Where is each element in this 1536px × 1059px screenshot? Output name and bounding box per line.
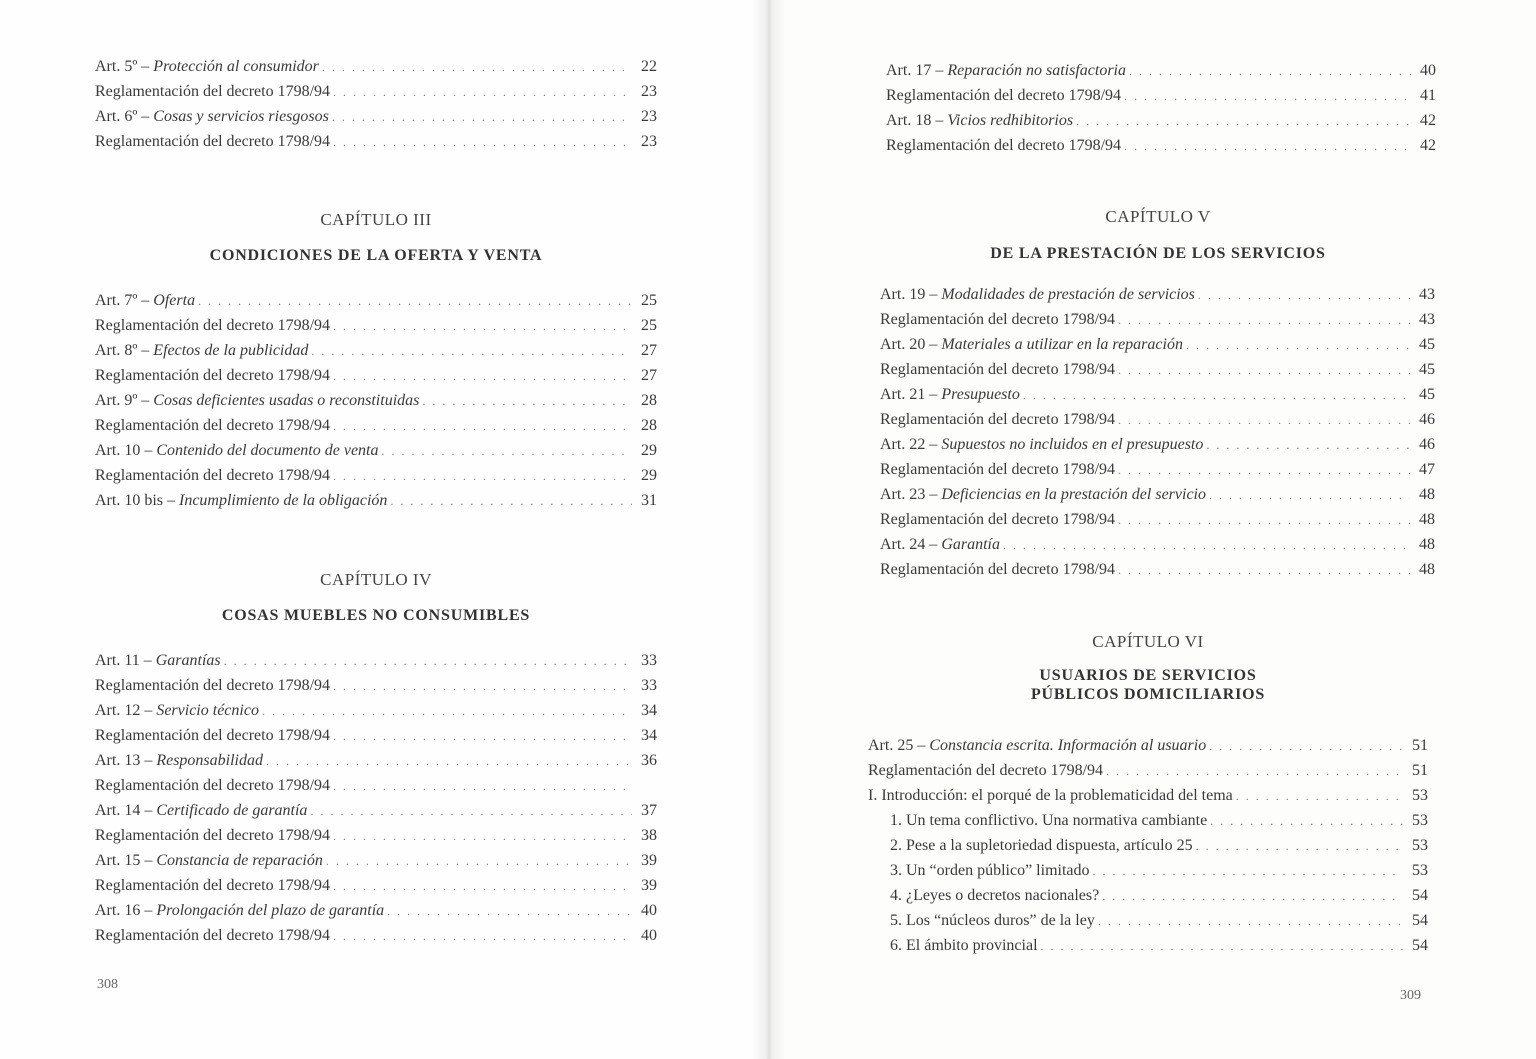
toc-entry-page: 28 xyxy=(641,417,657,434)
toc-entry xyxy=(868,837,1428,862)
toc-entry-label xyxy=(95,342,308,360)
toc-entry-page: 43 xyxy=(1419,311,1435,328)
toc-entry-page: 23 xyxy=(641,83,657,100)
toc-entry-prefix: Art. 6º – xyxy=(95,108,150,125)
toc-entry xyxy=(95,417,657,442)
dot-leader xyxy=(1210,814,1403,829)
toc-entry-prefix: Reglamentación del decreto 1798/94 xyxy=(868,762,1104,779)
toc-entry xyxy=(880,386,1435,411)
toc-entry-title: Incumplimiento de la obligación xyxy=(179,492,388,509)
toc-entry xyxy=(95,702,657,727)
toc-entry-label xyxy=(880,336,1183,354)
toc-entry xyxy=(886,62,1436,87)
dot-leader xyxy=(1118,513,1410,528)
toc-entry-page: 46 xyxy=(1419,436,1435,453)
dot-leader xyxy=(198,294,632,309)
dot-leader xyxy=(1118,313,1410,328)
toc-entry-prefix: Reglamentación del decreto 1798/94 xyxy=(880,411,1116,428)
toc-entry-page: 48 xyxy=(1419,486,1435,503)
toc-entry xyxy=(880,286,1435,311)
toc-entry-page: 54 xyxy=(1412,887,1428,904)
toc-entry-label xyxy=(95,877,330,895)
toc-entry-label xyxy=(880,311,1115,329)
toc-entry xyxy=(95,927,657,952)
dot-leader xyxy=(422,394,632,409)
toc-entry-title: Supuestos no incluidos en el presupuesto xyxy=(941,436,1204,453)
toc-entry-label xyxy=(880,536,1000,554)
toc-entry-label xyxy=(95,108,329,126)
toc-entry-label xyxy=(95,467,330,485)
toc-entry-title: Vicios redhibitorios xyxy=(947,112,1074,129)
toc-entry xyxy=(95,83,657,108)
toc-entry xyxy=(95,652,657,677)
chapter-vi-title xyxy=(868,666,1428,704)
toc-entry-page: 46 xyxy=(1419,411,1435,428)
toc-entry-page: 41 xyxy=(1420,87,1436,104)
toc-entry-prefix: Art. 21 – xyxy=(880,386,938,403)
toc-entry-prefix: Reglamentación del decreto 1798/94 xyxy=(95,417,331,434)
toc-entry xyxy=(95,902,657,927)
dot-leader xyxy=(1209,739,1403,754)
toc-entry-title: Contenido del documento de venta xyxy=(156,442,379,459)
toc-entry-prefix: Art. 25 – xyxy=(868,737,926,754)
toc-entry xyxy=(95,58,657,83)
toc-entry-label xyxy=(886,112,1073,130)
toc-entry-prefix: Reglamentación del decreto 1798/94 xyxy=(886,87,1122,104)
toc-entry-page: 34 xyxy=(641,727,657,744)
toc-entry-page: 23 xyxy=(641,133,657,150)
toc-entry-label xyxy=(890,887,1099,905)
toc-entry xyxy=(868,762,1428,787)
toc-entry-prefix: Art. 13 – xyxy=(95,752,153,769)
toc-entry-page: 53 xyxy=(1412,787,1428,804)
toc-entry-prefix: Art. 14 – xyxy=(95,802,153,819)
toc-entry-prefix: Art. 9º – xyxy=(95,392,150,409)
toc-entry xyxy=(880,486,1435,511)
toc-entry-label xyxy=(95,777,330,795)
toc-block-chapter-iii xyxy=(95,292,657,517)
toc-entry-label xyxy=(95,442,379,460)
dot-leader xyxy=(1106,764,1403,779)
dot-leader xyxy=(1076,114,1411,129)
toc-block-articles-17-18 xyxy=(886,62,1436,162)
toc-block-chapter-vi xyxy=(868,737,1428,962)
chapter-iv-label: CAPÍTULO IV xyxy=(320,570,432,589)
toc-entry xyxy=(868,862,1428,887)
toc-entry-label xyxy=(890,912,1095,930)
toc-block-articles-5-6 xyxy=(95,58,657,158)
toc-entry xyxy=(880,536,1435,561)
toc-entry-label xyxy=(95,133,330,151)
toc-entry-prefix: Art. 15 – xyxy=(95,852,153,869)
toc-entry-label xyxy=(95,83,330,101)
dot-leader xyxy=(332,110,632,125)
toc-entry-prefix: Art. 11 – xyxy=(95,652,152,669)
toc-entry xyxy=(95,727,657,752)
toc-entry-prefix: Art. 19 – xyxy=(880,286,938,303)
toc-entry-prefix: Reglamentación del decreto 1798/94 xyxy=(95,727,331,744)
toc-entry-page: 48 xyxy=(1419,511,1435,528)
toc-entry xyxy=(886,112,1436,137)
dot-leader xyxy=(310,804,632,819)
toc-entry xyxy=(95,467,657,492)
chapter-iii-title: CONDICIONES DE LA OFERTA Y VENTA xyxy=(209,247,543,264)
dot-leader xyxy=(1124,139,1411,154)
dot-leader xyxy=(311,344,632,359)
toc-entry-label xyxy=(95,652,221,670)
dot-leader xyxy=(262,704,632,719)
toc-entry-title: Servicio técnico xyxy=(156,702,259,719)
chapter-iv-title: COSAS MUEBLES NO CONSUMIBLES xyxy=(221,607,531,624)
toc-block-chapter-v xyxy=(880,286,1435,586)
toc-entry-label xyxy=(95,392,419,410)
chapter-v-title: DE LA PRESTACIÓN DE LOS SERVICIOS xyxy=(990,245,1326,262)
toc-entry xyxy=(95,367,657,392)
dot-leader xyxy=(224,654,632,669)
toc-entry-title: Constancia escrita. Información al usuario xyxy=(929,737,1207,754)
toc-entry xyxy=(95,317,657,342)
toc-entry-prefix: Art. 18 – xyxy=(886,112,944,129)
toc-entry-prefix: 4. ¿Leyes o decretos nacionales? xyxy=(890,887,1100,904)
toc-entry-page: 29 xyxy=(641,467,657,484)
dot-leader xyxy=(390,494,632,509)
toc-entry-label xyxy=(890,862,1090,880)
dot-leader xyxy=(1118,463,1410,478)
toc-entry-prefix: Art. 8º – xyxy=(95,342,150,359)
chapter-vi-title-line1: USUARIOS DE SERVICIOS xyxy=(1039,667,1257,684)
toc-entry-prefix: Reglamentación del decreto 1798/94 xyxy=(95,677,331,694)
toc-entry-title: Oferta xyxy=(153,292,196,309)
toc-entry-page: 28 xyxy=(641,392,657,409)
page-number-left: 308 xyxy=(97,977,118,992)
toc-entry-prefix: Art. 10 – xyxy=(95,442,153,459)
toc-entry-page: 33 xyxy=(641,652,657,669)
dot-leader xyxy=(266,754,632,769)
toc-entry xyxy=(95,492,657,517)
toc-entry-label xyxy=(868,737,1206,755)
toc-entry-prefix: Art. 10 bis – xyxy=(95,492,175,509)
toc-entry-title: Presupuesto xyxy=(941,386,1020,403)
toc-entry xyxy=(95,442,657,467)
toc-entry-page: 33 xyxy=(641,677,657,694)
toc-entry xyxy=(880,561,1435,586)
toc-entry xyxy=(880,511,1435,536)
dot-leader xyxy=(1209,488,1410,503)
toc-entry-prefix: Art. 24 – xyxy=(880,536,938,553)
toc-entry-prefix: Reglamentación del decreto 1798/94 xyxy=(880,511,1116,528)
dot-leader xyxy=(387,904,632,919)
toc-entry-label xyxy=(95,702,259,720)
toc-entry-prefix: Reglamentación del decreto 1798/94 xyxy=(95,877,331,894)
toc-entry-page: 48 xyxy=(1419,536,1435,553)
toc-entry-prefix: Reglamentación del decreto 1798/94 xyxy=(880,361,1116,378)
toc-entry-label xyxy=(95,827,330,845)
dot-leader xyxy=(1102,889,1403,904)
toc-entry-prefix: Art. 12 – xyxy=(95,702,153,719)
toc-block-chapter-iv xyxy=(95,652,657,952)
toc-entry-label xyxy=(886,87,1121,105)
toc-entry-label xyxy=(95,317,330,335)
toc-entry-prefix: Art. 16 – xyxy=(95,902,153,919)
toc-entry-label xyxy=(880,486,1206,504)
toc-entry-title: Reparación no satisfactoria xyxy=(947,62,1126,79)
toc-entry-prefix: Reglamentación del decreto 1798/94 xyxy=(95,927,331,944)
toc-entry-prefix: Reglamentación del decreto 1798/94 xyxy=(886,137,1122,154)
dot-leader xyxy=(1093,864,1403,879)
toc-entry-prefix: 2. Pese a la supletoriedad dispuesta, artículo 25 xyxy=(890,837,1193,854)
toc-entry-prefix: Reglamentación del decreto 1798/94 xyxy=(95,133,331,150)
toc-entry xyxy=(95,752,657,777)
toc-entry-page: 45 xyxy=(1419,361,1435,378)
toc-entry-prefix: Art. 7º – xyxy=(95,292,150,309)
toc-entry-page: 34 xyxy=(641,702,657,719)
dot-leader xyxy=(1098,914,1403,929)
toc-entry-prefix: Art. 23 – xyxy=(880,486,938,503)
toc-entry xyxy=(95,392,657,417)
toc-entry xyxy=(95,877,657,902)
toc-entry-prefix: 5. Los “núcleos duros” de la ley xyxy=(890,912,1095,929)
dot-leader xyxy=(1023,388,1410,403)
toc-entry-label xyxy=(868,762,1103,780)
page-number-right: 309 xyxy=(1400,988,1421,1003)
dot-leader xyxy=(1118,413,1410,428)
toc-entry xyxy=(868,787,1428,812)
toc-entry-label xyxy=(95,58,319,76)
toc-entry-label xyxy=(95,927,330,945)
toc-entry xyxy=(95,852,657,877)
dot-leader xyxy=(333,679,632,694)
toc-entry-page: 54 xyxy=(1412,937,1428,954)
toc-entry-prefix: I. Introducción: el porqué de la problematicidad del tema xyxy=(868,787,1233,804)
toc-entry-prefix: Art. 22 – xyxy=(880,436,938,453)
dot-leader xyxy=(322,60,632,75)
toc-entry-title: Garantía xyxy=(941,536,1000,553)
toc-entry-prefix: Reglamentación del decreto 1798/94 xyxy=(95,367,331,384)
toc-entry-page: 39 xyxy=(641,877,657,894)
toc-entry xyxy=(95,133,657,158)
toc-entry-page: 27 xyxy=(641,367,657,384)
toc-entry-page: 40 xyxy=(641,927,657,944)
toc-entry xyxy=(886,87,1436,112)
toc-entry-label xyxy=(95,802,307,820)
toc-entry-label xyxy=(880,436,1203,454)
dot-leader xyxy=(1124,89,1411,104)
toc-entry xyxy=(868,937,1428,962)
dot-leader xyxy=(333,85,632,100)
toc-entry-label xyxy=(890,812,1207,830)
toc-entry-prefix: Reglamentación del decreto 1798/94 xyxy=(880,461,1116,478)
toc-entry-page: 36 xyxy=(641,752,657,769)
toc-entry-prefix: Reglamentación del decreto 1798/94 xyxy=(95,83,331,100)
toc-entry-page: 40 xyxy=(1420,62,1436,79)
toc-entry xyxy=(868,737,1428,762)
toc-entry-label xyxy=(95,852,323,870)
toc-entry-label xyxy=(95,677,330,695)
toc-entry-title: Constancia de reparación xyxy=(156,852,323,869)
toc-entry-label xyxy=(95,417,330,435)
toc-entry-title: Cosas deficientes usadas o reconstituidas xyxy=(153,392,420,409)
dot-leader xyxy=(1041,939,1403,954)
toc-entry-prefix: Reglamentación del decreto 1798/94 xyxy=(95,777,331,794)
toc-entry-label xyxy=(95,752,263,770)
dot-leader xyxy=(333,319,632,334)
chapter-iii-label: CAPÍTULO III xyxy=(320,210,432,229)
toc-entry-prefix: Reglamentación del decreto 1798/94 xyxy=(880,311,1116,328)
dot-leader xyxy=(1196,839,1403,854)
toc-entry xyxy=(95,108,657,133)
toc-entry-page: 53 xyxy=(1412,812,1428,829)
toc-entry xyxy=(868,912,1428,937)
toc-entry xyxy=(880,311,1435,336)
toc-entry-title: Efectos de la publicidad xyxy=(153,342,309,359)
toc-entry-label xyxy=(886,137,1121,155)
dot-leader xyxy=(1118,563,1410,578)
toc-entry-page: 48 xyxy=(1419,561,1435,578)
dot-leader xyxy=(333,135,632,150)
toc-entry-label xyxy=(880,561,1115,579)
toc-entry-label xyxy=(886,62,1126,80)
toc-entry-title: Prolongación del plazo de garantía xyxy=(156,902,385,919)
toc-entry-prefix: Reglamentación del decreto 1798/94 xyxy=(95,317,331,334)
toc-entry-label xyxy=(95,292,195,310)
toc-entry-label xyxy=(868,787,1233,805)
toc-entry xyxy=(880,436,1435,461)
toc-entry-page: 29 xyxy=(641,442,657,459)
toc-entry-page: 39 xyxy=(641,852,657,869)
toc-entry-page: 31 xyxy=(641,492,657,509)
toc-entry-label xyxy=(880,511,1115,529)
toc-entry-prefix: Reglamentación del decreto 1798/94 xyxy=(880,561,1116,578)
toc-entry-title: Cosas y servicios riesgosos xyxy=(153,108,329,125)
chapter-vi-label: CAPÍTULO VI xyxy=(1092,632,1204,651)
dot-leader xyxy=(333,369,632,384)
toc-entry-title: Certificado de garantía xyxy=(156,802,308,819)
toc-entry-prefix: Art. 17 – xyxy=(886,62,944,79)
dot-leader xyxy=(326,854,632,869)
toc-entry-label xyxy=(95,902,384,920)
toc-entry xyxy=(95,677,657,702)
toc-entry-title: Responsabilidad xyxy=(156,752,263,769)
right-page xyxy=(768,0,1536,1059)
toc-entry xyxy=(95,777,657,802)
toc-entry-label xyxy=(890,937,1038,955)
toc-entry-label xyxy=(95,727,330,745)
dot-leader xyxy=(1206,438,1410,453)
toc-entry-title: Protección al consumidor xyxy=(153,58,319,75)
dot-leader xyxy=(1198,288,1410,303)
toc-entry xyxy=(880,461,1435,486)
toc-entry-prefix: 3. Un “orden público” limitado xyxy=(890,862,1090,879)
dot-leader xyxy=(1129,64,1411,79)
toc-entry xyxy=(868,812,1428,837)
toc-entry-page: 42 xyxy=(1420,112,1436,129)
toc-entry-label xyxy=(95,367,330,385)
toc-entry-page: 27 xyxy=(641,342,657,359)
toc-entry-page: 23 xyxy=(641,108,657,125)
toc-entry xyxy=(886,137,1436,162)
dot-leader xyxy=(382,444,633,459)
toc-entry-page: 51 xyxy=(1412,737,1428,754)
toc-entry-label xyxy=(880,361,1115,379)
toc-entry-page: 54 xyxy=(1412,912,1428,929)
toc-entry-page: 22 xyxy=(641,58,657,75)
toc-entry-prefix: 1. Un tema conflictivo. Una normativa cambiante xyxy=(890,812,1208,829)
toc-entry-title: Materiales a utilizar en la reparación xyxy=(941,336,1183,353)
toc-entry-label xyxy=(880,286,1195,304)
toc-entry-title: Garantías xyxy=(155,652,221,669)
dot-leader xyxy=(333,729,632,744)
toc-entry-label xyxy=(95,492,387,510)
dot-leader xyxy=(333,879,632,894)
toc-entry xyxy=(880,411,1435,436)
toc-entry-prefix: Art. 20 – xyxy=(880,336,938,353)
dot-leader xyxy=(333,779,632,794)
toc-entry-page: 25 xyxy=(641,317,657,334)
toc-entry xyxy=(880,361,1435,386)
toc-entry-page: 25 xyxy=(641,292,657,309)
dot-leader xyxy=(1186,338,1410,353)
toc-entry-page: 45 xyxy=(1419,386,1435,403)
toc-entry-prefix: Art. 5º – xyxy=(95,58,150,75)
toc-entry-page: 43 xyxy=(1419,286,1435,303)
toc-entry-page: 45 xyxy=(1419,336,1435,353)
toc-entry-prefix: Reglamentación del decreto 1798/94 xyxy=(95,827,331,844)
dot-leader xyxy=(333,829,632,844)
toc-entry xyxy=(95,827,657,852)
dot-leader xyxy=(333,469,632,484)
toc-entry xyxy=(95,342,657,367)
toc-entry-title: Deficiencias en la prestación del servicio xyxy=(941,486,1206,503)
toc-entry-prefix: Reglamentación del decreto 1798/94 xyxy=(95,467,331,484)
toc-entry xyxy=(868,887,1428,912)
toc-entry-label xyxy=(880,461,1115,479)
dot-leader xyxy=(1236,789,1403,804)
toc-entry-page: 47 xyxy=(1419,461,1435,478)
toc-entry-page: 40 xyxy=(641,902,657,919)
toc-entry-page: 37 xyxy=(641,802,657,819)
toc-entry xyxy=(95,802,657,827)
dot-leader xyxy=(1003,538,1410,553)
toc-entry-label xyxy=(890,837,1193,855)
toc-entry-page: 42 xyxy=(1420,137,1436,154)
toc-entry-title: Modalidades de prestación de servicios xyxy=(941,286,1195,303)
toc-entry-page: 51 xyxy=(1412,762,1428,779)
toc-entry-page: 53 xyxy=(1412,862,1428,879)
chapter-v-label: CAPÍTULO V xyxy=(1105,207,1211,226)
dot-leader xyxy=(333,419,632,434)
toc-entry-label xyxy=(880,411,1115,429)
toc-entry xyxy=(880,336,1435,361)
dot-leader xyxy=(333,929,632,944)
toc-entry-page: 38 xyxy=(641,827,657,844)
toc-entry-label xyxy=(880,386,1020,404)
toc-entry xyxy=(95,292,657,317)
dot-leader xyxy=(1118,363,1410,378)
toc-entry-prefix: 6. El ámbito provincial xyxy=(890,937,1038,954)
toc-entry-page: 53 xyxy=(1412,837,1428,854)
chapter-vi-title-line2: PÚBLICOS DOMICILIARIOS xyxy=(1030,686,1266,703)
